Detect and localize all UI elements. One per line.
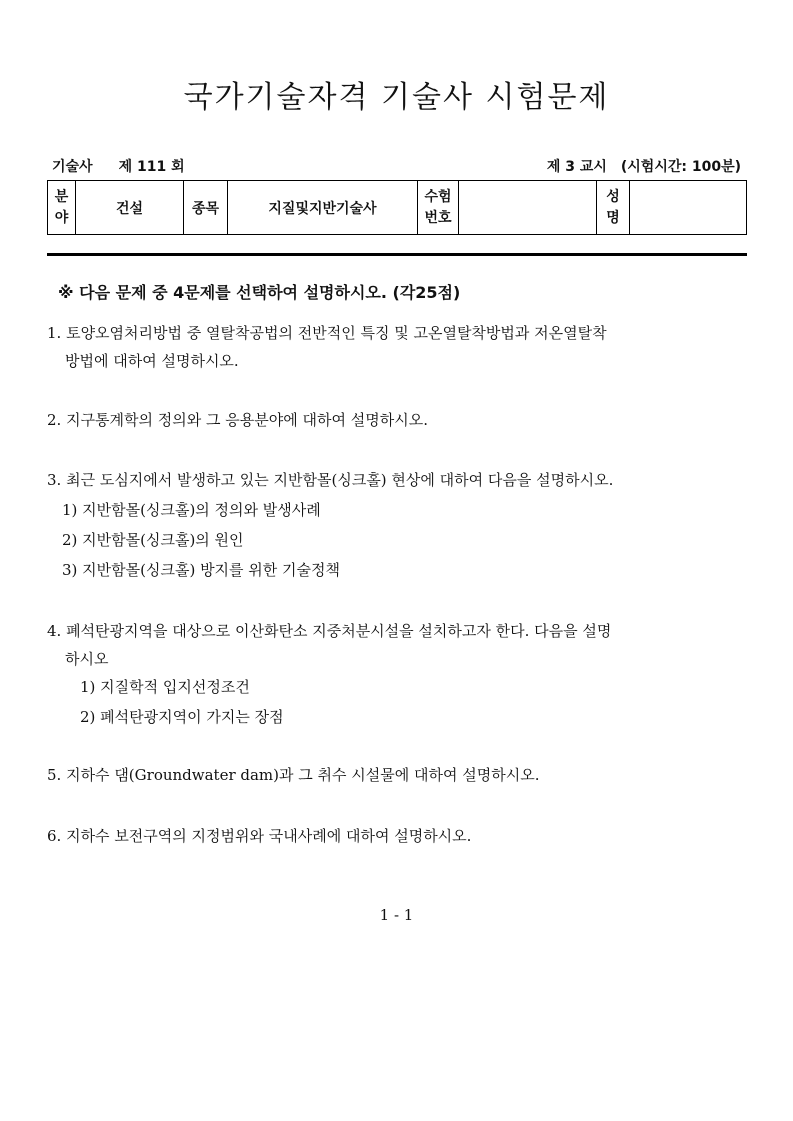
question-3-line1: 3. 최근 도심지에서 발생하고 있는 지반함몰(싱크홀) 현상에 대하여 다음을 설명하시오. bbox=[47, 471, 614, 489]
name-label-bottom: 명 bbox=[606, 209, 620, 226]
name-label-top: 성 bbox=[606, 188, 620, 205]
question-4 bbox=[47, 617, 747, 673]
question-3-sub-2: 2) 지반함몰(싱크홀)의 원인 bbox=[62, 531, 244, 549]
question-1-line2: 방법에 대하여 설명하시오. bbox=[65, 352, 239, 370]
exam-no-label-bottom: 번호 bbox=[424, 209, 452, 226]
question-6-line1: 6. 지하수 보전구역의 지정범위와 국내사례에 대하여 설명하시오. bbox=[47, 827, 472, 845]
exam-meta-left bbox=[52, 156, 211, 176]
question-1-line1: 1. 토양오염처리방법 중 열탈착공법의 전반적인 특징 및 고온열탈착방법과 저온열탈착 bbox=[47, 324, 607, 342]
exam-session: 제 3 교시 bbox=[546, 159, 607, 175]
question-2 bbox=[47, 406, 747, 434]
exam-no-label-cell bbox=[418, 181, 459, 235]
page-number: 1 - 1 bbox=[379, 906, 414, 924]
exam-time: (시험시간: 100분) bbox=[620, 159, 741, 175]
question-5 bbox=[47, 761, 747, 789]
question-1 bbox=[47, 319, 747, 375]
question-4-sub-2: 2) 폐석탄광지역이 가지는 장점 bbox=[80, 708, 284, 726]
question-3-sub-3: 3) 지반함몰(싱크홀) 방지를 위한 기술정책 bbox=[62, 561, 341, 579]
field-label-bottom: 야 bbox=[54, 209, 69, 226]
question-4-line1: 4. 폐석탄광지역을 대상으로 이산화탄소 지중처분시설을 설치하고자 한다. 다음을 설명 bbox=[47, 622, 612, 640]
instruction-text: ※ 다음 문제 중 4문제를 선택하여 설명하시오. (각25점) bbox=[58, 283, 461, 302]
exam-meta-right bbox=[533, 156, 741, 176]
field-label-top: 분 bbox=[54, 188, 69, 205]
name-value[interactable] bbox=[630, 181, 747, 235]
field-value: 건설 bbox=[76, 181, 184, 235]
field-label-cell bbox=[48, 181, 76, 235]
question-5-line1: 5. 지하수 댐(Groundwater dam)과 그 취수 시설물에 대하여 설명하시오. bbox=[47, 766, 540, 784]
header-divider bbox=[47, 253, 747, 256]
question-2-line1: 2. 지구통계학의 정의와 그 응용분야에 대하여 설명하시오. bbox=[47, 411, 428, 429]
question-4-sub-1: 1) 지질학적 입지선정조건 bbox=[80, 678, 250, 696]
exam-category: 기술사 bbox=[52, 159, 93, 175]
question-6 bbox=[47, 822, 747, 850]
exam-round: 제 111 회 bbox=[118, 159, 185, 175]
question-3-sub-1: 1) 지반함몰(싱크홀)의 정의와 발생사례 bbox=[62, 501, 321, 519]
exam-title: 국가기술자격 기술사 시험문제 bbox=[183, 80, 610, 115]
exam-no-value[interactable] bbox=[459, 181, 597, 235]
name-label-cell bbox=[597, 181, 630, 235]
exam-no-label-top: 수험 bbox=[424, 188, 452, 205]
exam-info-table bbox=[47, 180, 747, 235]
type-label: 종목 bbox=[184, 181, 228, 235]
type-value: 지질및지반기술사 bbox=[228, 181, 418, 235]
question-3 bbox=[47, 466, 747, 494]
question-4-line2: 하시오 bbox=[65, 650, 109, 668]
